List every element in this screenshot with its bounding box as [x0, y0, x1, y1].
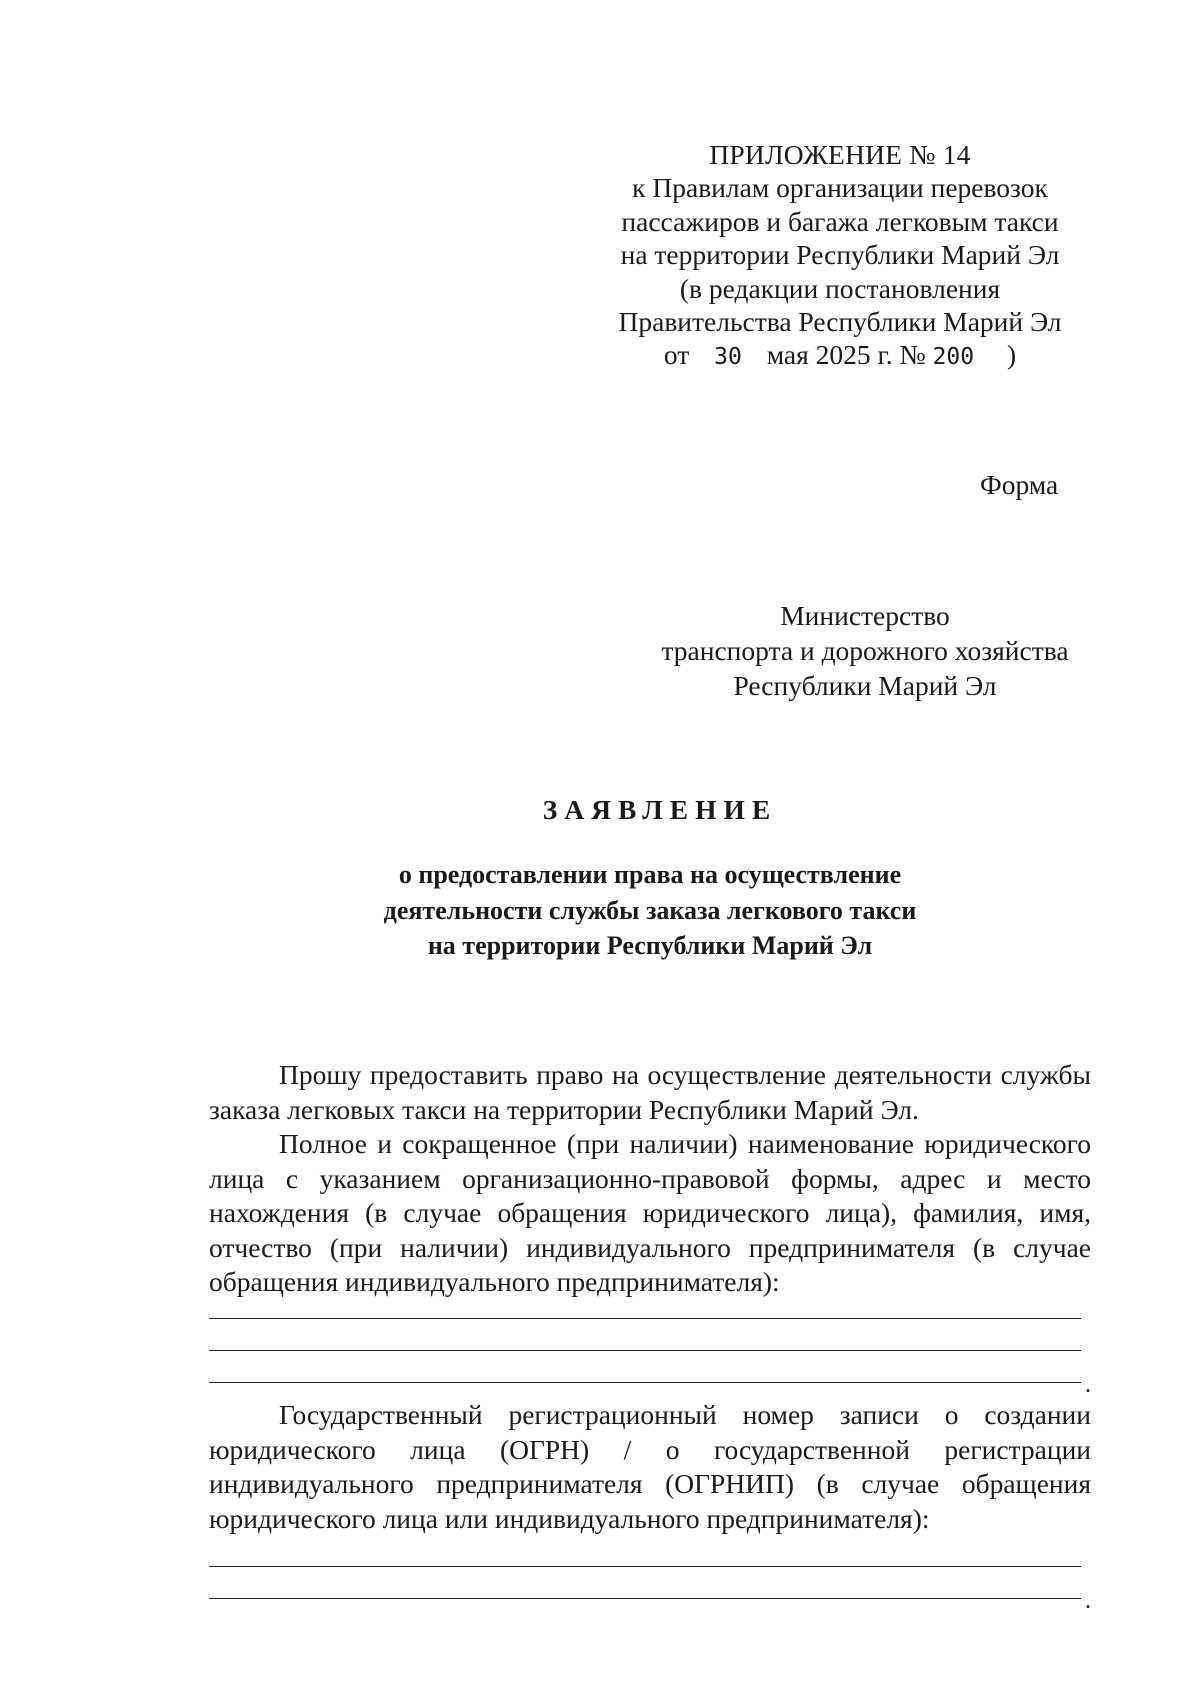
appendix-line: к Правилам организации перевозок — [632, 172, 1048, 204]
date-suffix: ) — [1006, 339, 1017, 371]
fill-line[interactable] — [209, 1566, 1081, 1567]
fill-line[interactable] — [209, 1350, 1081, 1351]
body-text-block-2 — [209, 1398, 1091, 1536]
recipient-line: транспорта и дорожного хозяйства — [661, 635, 1069, 666]
appendix-date-line — [590, 338, 1090, 374]
end-period: . — [1085, 1588, 1091, 1614]
appendix-line: на территории Республики Марий Эл — [620, 239, 1060, 271]
appendix-header — [590, 138, 1090, 375]
date-middle: мая 2025 г. № — [766, 339, 926, 371]
recipient-line: Республики Марий Эл — [733, 670, 997, 701]
recipient-line: Министерство — [780, 600, 950, 631]
form-label: Форма — [980, 469, 1059, 500]
fill-line[interactable] — [209, 1598, 1081, 1599]
date-prefix: от — [663, 339, 690, 371]
date-number: 200 — [932, 344, 975, 371]
subtitle-line: деятельности службы заказа легкового такси — [383, 895, 917, 925]
recipient-block — [640, 598, 1090, 703]
subtitle-line: о предоставлении права на осуществление — [398, 860, 902, 889]
appendix-title: ПРИЛОЖЕНИЕ № 14 — [709, 139, 971, 170]
document-subtitle — [340, 857, 960, 964]
subtitle-line: на территории Республики Марий Эл — [427, 931, 873, 960]
fill-line[interactable] — [209, 1318, 1081, 1319]
ogrn-paragraph: Государственный регистрационный номер записи о создании юридического лица (ОГРН) / о государственной регистрации индивидуального предпринимателя (ОГРНИП) (в случае обращения юридического лица или индивидуального предпринимателя): — [209, 1399, 1091, 1534]
document-title: ЗАЯВЛЕНИЕ — [542, 794, 778, 825]
appendix-line: (в редакции постановления — [679, 272, 1001, 304]
date-day: 30 — [714, 344, 742, 371]
appendix-line: Правительства Республики Марий Эл — [618, 306, 1062, 338]
appendix-line: пассажиров и багажа легковым такси — [621, 205, 1059, 237]
request-paragraph: Прошу предоставить право на осуществление деятельности службы заказа легковых такси на территории Республики Марий Эл. — [209, 1059, 1091, 1125]
end-period: . — [1085, 1372, 1091, 1398]
body-text-block-1 — [209, 1058, 1091, 1300]
name-paragraph: Полное и сокращенное (при наличии) наименование юридического лица с указанием организационно-правовой формы, адрес и место нахождения (в случае обращения юридического лица), фамилия, имя, отчество (при наличии) индивидуального предпринимателя (в случае обращения индивидуального предпринимателя): — [209, 1128, 1091, 1297]
fill-line[interactable] — [209, 1382, 1081, 1383]
